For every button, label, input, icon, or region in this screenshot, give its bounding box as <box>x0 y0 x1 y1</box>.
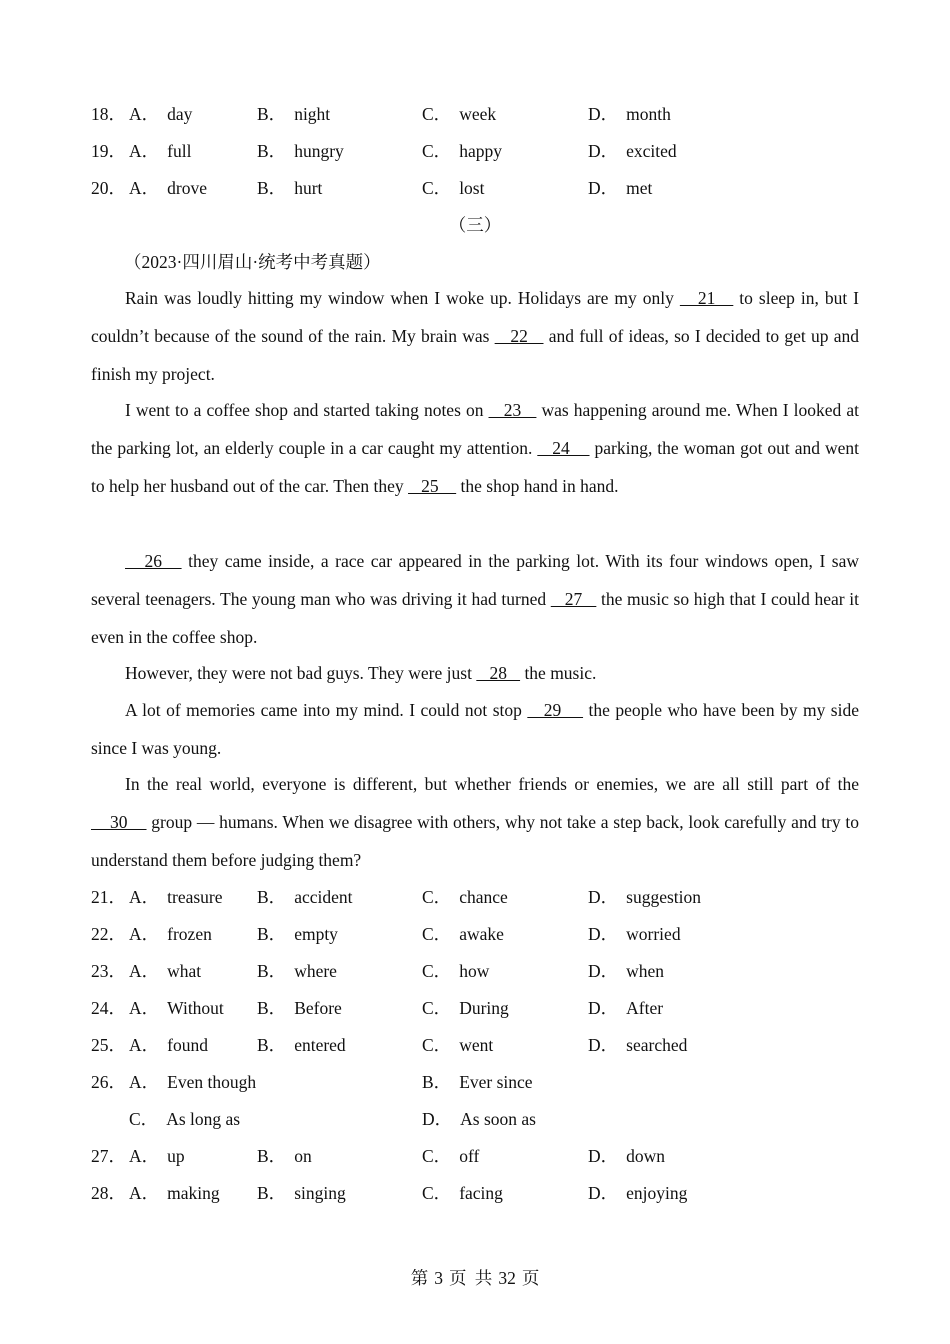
question-number: 24． <box>91 998 126 1018</box>
option-a: A． full <box>129 141 192 161</box>
question-18 <box>91 101 859 127</box>
option-c: C． off <box>422 1146 480 1166</box>
option-a: A． treasure <box>129 887 223 907</box>
option-b: B． hurt <box>257 178 323 198</box>
question-22 <box>91 921 859 947</box>
question-28 <box>91 1180 859 1206</box>
question-26-continued <box>91 1106 859 1132</box>
question-25 <box>91 1032 859 1058</box>
option-c: C． went <box>422 1035 494 1055</box>
option-d: D． when <box>588 961 665 981</box>
question-number: 21． <box>91 887 126 907</box>
option-d: D． After <box>588 998 664 1018</box>
passage-paragraph-2: I went to a coffee shop and started taking notes on 23 was happening around me. When I looked at the parking lot, an elderly couple in a car caught my attention. 24 parking, the woman got out and went to help her husband out of the car. Then they 25 the shop hand in hand. <box>91 400 859 496</box>
blank-29: 29 <box>527 700 584 720</box>
option-b: B． Before <box>257 998 342 1018</box>
option-b: B． where <box>257 961 337 981</box>
option-d: D． searched <box>588 1035 688 1055</box>
question-26 <box>91 1069 859 1095</box>
option-d: D． met <box>588 178 653 198</box>
question-number: 20． <box>91 178 126 198</box>
question-23 <box>91 958 859 984</box>
question-number: 27． <box>91 1146 126 1166</box>
question-number: 22． <box>91 924 126 944</box>
option-a: A． what <box>129 961 202 981</box>
option-d: D． As soon as <box>422 1109 536 1129</box>
source-label: （2023·四川眉山·统考中考真题） <box>124 252 381 272</box>
question-27 <box>91 1143 859 1169</box>
blank-22: 22 <box>494 325 544 346</box>
option-b: B． entered <box>257 1035 346 1055</box>
option-b: B． hungry <box>257 141 344 161</box>
option-c: C． happy <box>422 141 502 161</box>
option-a: A． Without <box>129 998 224 1018</box>
question-number: 25． <box>91 1035 126 1055</box>
option-a: A． day <box>129 104 193 124</box>
blank-28: 28 <box>476 663 521 683</box>
passage-paragraph-1: Rain was loudly hitting my window when I woke up. Holidays are my only 21 to sleep in, but I couldn’t because of the sound of the rain. My brain was 22 and full of ideas, so I decided to get up and finish my project. <box>91 288 860 384</box>
option-a: A． frozen <box>129 924 212 944</box>
question-number: 28． <box>91 1183 126 1203</box>
option-b: B． Ever since <box>422 1072 533 1092</box>
option-c: C． awake <box>422 924 504 944</box>
option-b: B． on <box>257 1146 312 1166</box>
question-number: 23． <box>91 961 126 981</box>
blank-30: 30 <box>91 811 147 832</box>
passage-paragraph-3: 26 they came inside, a race car appeared in the parking lot. With its four windows open, I saw several teenagers. The young man who was driving it had turned 27 the music so high that I could hear it even in the coffee shop. <box>91 551 860 647</box>
option-a: A． Even though <box>129 1072 257 1092</box>
option-b: B． empty <box>257 924 338 944</box>
option-a: A． up <box>129 1146 185 1166</box>
option-c: C． During <box>422 998 509 1018</box>
question-number: 26． <box>91 1072 126 1092</box>
option-c: C． week <box>422 104 497 124</box>
section-title: （三） <box>448 215 502 235</box>
question-21 <box>91 884 859 910</box>
footer-prefix: 第 <box>410 1268 429 1288</box>
option-a: A． found <box>129 1035 208 1055</box>
blank-26: 26 <box>125 551 182 571</box>
question-20 <box>91 175 859 201</box>
total-page-count: 32 <box>498 1268 516 1288</box>
option-b: B． night <box>257 104 331 124</box>
question-number: 19． <box>91 141 126 161</box>
question-24 <box>91 995 859 1021</box>
option-d: D． excited <box>588 141 677 161</box>
option-a: A． making <box>129 1183 220 1203</box>
option-d: D． down <box>588 1146 666 1166</box>
option-c: C． lost <box>422 178 485 198</box>
question-19 <box>91 138 859 164</box>
option-d: D． worried <box>588 924 681 944</box>
option-d: D． suggestion <box>588 887 702 907</box>
blank-23: 23 <box>488 400 537 420</box>
option-d: D． month <box>588 104 671 124</box>
option-b: B． singing <box>257 1183 346 1203</box>
passage-paragraph-4: However, they were not bad guys. They were just 28 the music. <box>125 663 597 683</box>
passage-paragraph-6: In the real world, everyone is different, but whether friends or enemies, we are all still part of the 30 group — humans. When we disagree with others, why not take a step back, look carefully and try to understand them before judging them? <box>91 774 859 870</box>
current-page-number: 3 <box>434 1268 443 1288</box>
option-c: C． how <box>422 961 490 981</box>
blank-24: 24 <box>537 437 590 458</box>
option-c: C． As long as <box>129 1109 241 1129</box>
option-c: C． chance <box>422 887 508 907</box>
option-d: D． enjoying <box>588 1183 688 1203</box>
blank-25: 25 <box>408 475 457 496</box>
footer-suffix: 页 <box>521 1268 540 1288</box>
option-c: C． facing <box>422 1183 503 1203</box>
option-a: A． drove <box>129 178 207 198</box>
blank-21: 21 <box>679 288 734 308</box>
page-footer <box>0 1265 950 1291</box>
passage-paragraph-5: A lot of memories came into my mind. I could not stop 29 the people who have been by my side since I was young. <box>91 700 859 758</box>
option-b: B． accident <box>257 887 353 907</box>
footer-middle: 页 共 <box>448 1268 493 1288</box>
blank-27: 27 <box>550 588 597 609</box>
question-number: 18． <box>91 104 126 124</box>
